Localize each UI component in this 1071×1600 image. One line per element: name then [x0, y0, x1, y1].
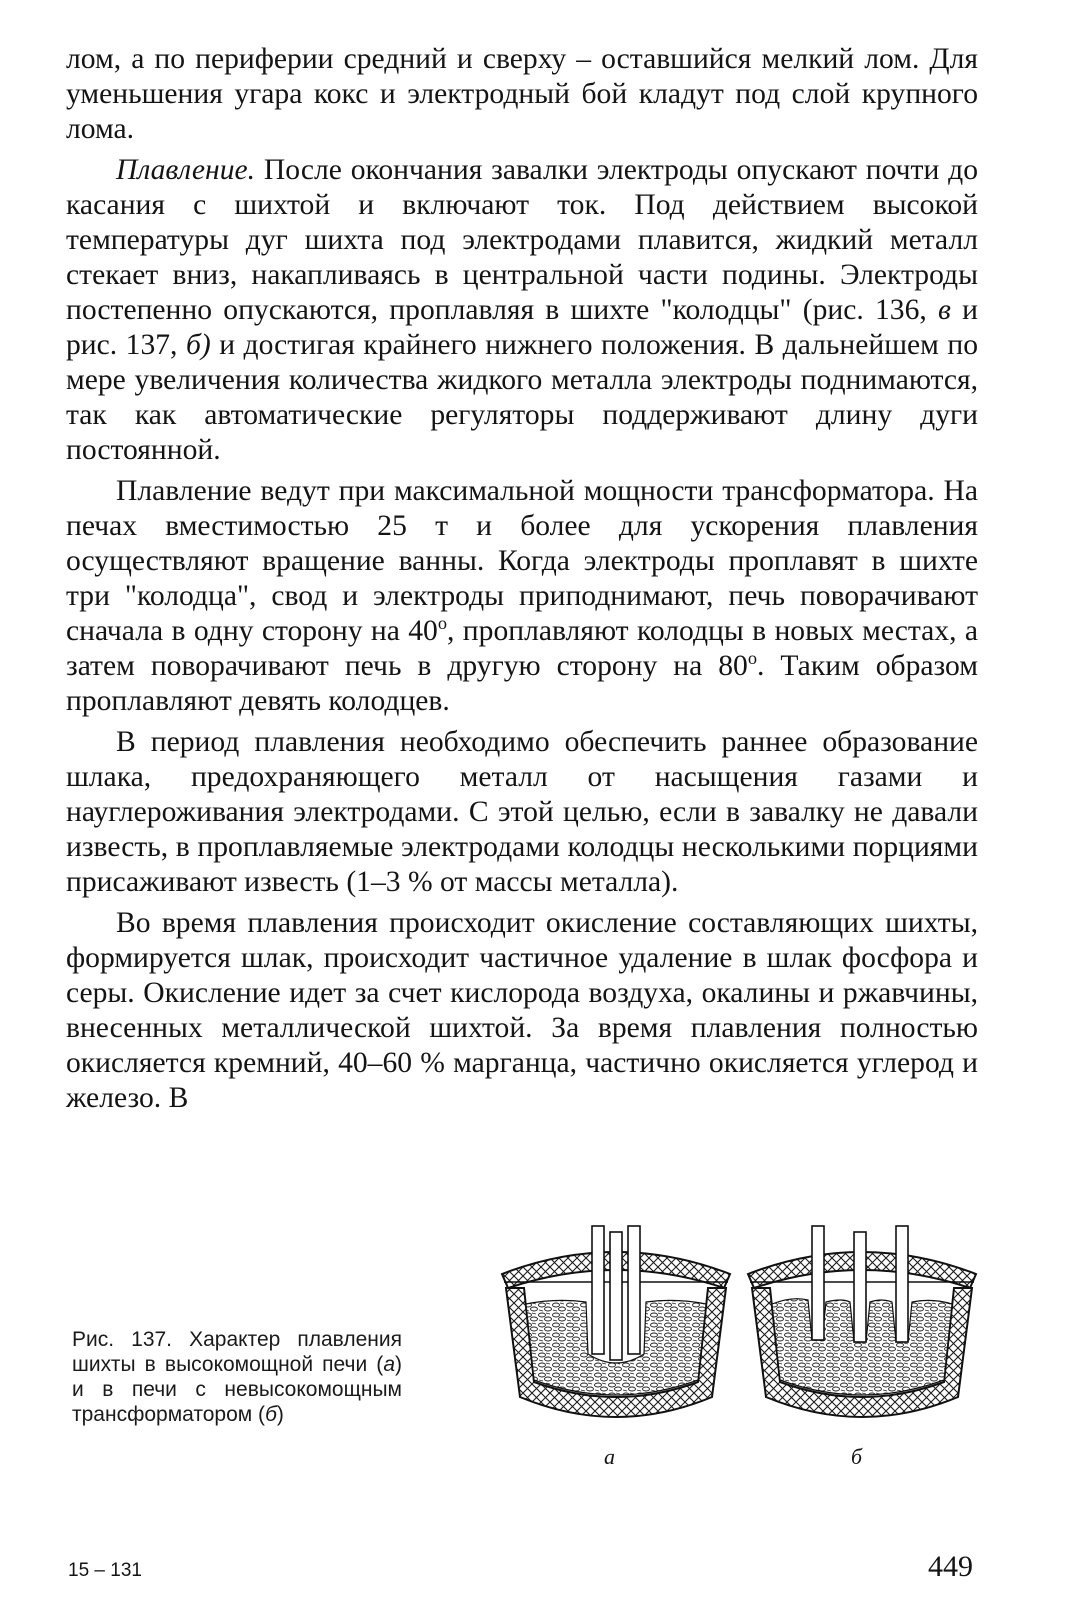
page-body: [66, 42, 978, 1122]
degree-sign: о: [747, 648, 757, 669]
paragraph-2-text: После окончания завалки электроды опускают почти до касания с шихтой и включают ток. Под действием высокой температуры дуг шихта под электродами плавится, жидкий металл стекает вниз, накапливаясь в центральной части подины. Электроды постепенно опускаются, проплавляя в шихте "колодцы" (рис. 136,: [66, 154, 978, 326]
figure-137: [66, 1222, 978, 1469]
furnace-illustration-a: [496, 1222, 736, 1442]
furnace-illustration-b: [742, 1222, 982, 1442]
paragraph-2: [66, 153, 978, 468]
figure-caption: Рис. 137. Характер плавления шихты в высокомощной печи (а) и в печи с невысокомощным трансформатором (б): [72, 1328, 402, 1426]
paragraph-3-text-b: , проплавляют колодцы в новых местах, а затем поворачивают печь в другую сторону на 80: [66, 615, 978, 682]
figure-ref-137b: б): [185, 329, 211, 361]
paragraph-2-text-mid: и рис. 137,: [66, 294, 978, 361]
paragraph-3-text-c: . Таким образом проплавляют девять колодцев.: [66, 650, 978, 717]
paragraph-3-text-a: Плавление ведут при максимальной мощности трансформатора. На печах вместимостью 25 т и более для ускорения плавления осуществляют вращение ванны. Когда электроды проплавят в шихте три "колодца", свод и электроды приподнимают, печь поворачивают сначала в одну сторону на 40: [66, 475, 978, 647]
paragraph-4: В период плавления необходимо обеспечить раннее образование шлака, предохраняющего металл от насыщения газами и науглероживания электродами. С этой целью, если в завалку не давали известь, в проплавляемые электродами колодцы несколькими порциями присаживают известь (1–3 % от массы металла).: [66, 726, 978, 898]
paragraph-5: Во время плавления происходит окисление составляющих шихты, формируется шлак, происходит частичное удаление в шлак фосфора и серы. Окисление идет за счет кислорода воздуха, окалины и ржавчины, внесенных металлической шихтой. За время плавления полностью окисляется кремний, 40–60 % марганца, частично окисляется углерод и железо. В: [66, 907, 978, 1114]
paragraph-2-text-end: и достигая крайнего нижнего положения. В дальнейшем по мере увеличения количества жидкого металла электроды поднимаются, так как автоматические регуляторы поддерживают длину дуги постоянной.: [66, 329, 978, 466]
figure-label-a: а: [604, 1444, 615, 1469]
degree-sign: о: [437, 613, 448, 634]
paragraph-3: [66, 474, 978, 719]
paragraph-1: лом, а по периферии средний и сверху – оставшийся мелкий лом. Для уменьшения угара кокс и электродный бой кладут под слой крупного лома.: [66, 43, 978, 145]
printer-signature: 15 – 131: [68, 1560, 142, 1581]
figure-label-b: б: [851, 1444, 863, 1469]
section-heading-melting: Плавление.: [116, 154, 256, 186]
figure-ref-136v: в: [938, 294, 951, 326]
page-number: 449: [928, 1550, 973, 1583]
